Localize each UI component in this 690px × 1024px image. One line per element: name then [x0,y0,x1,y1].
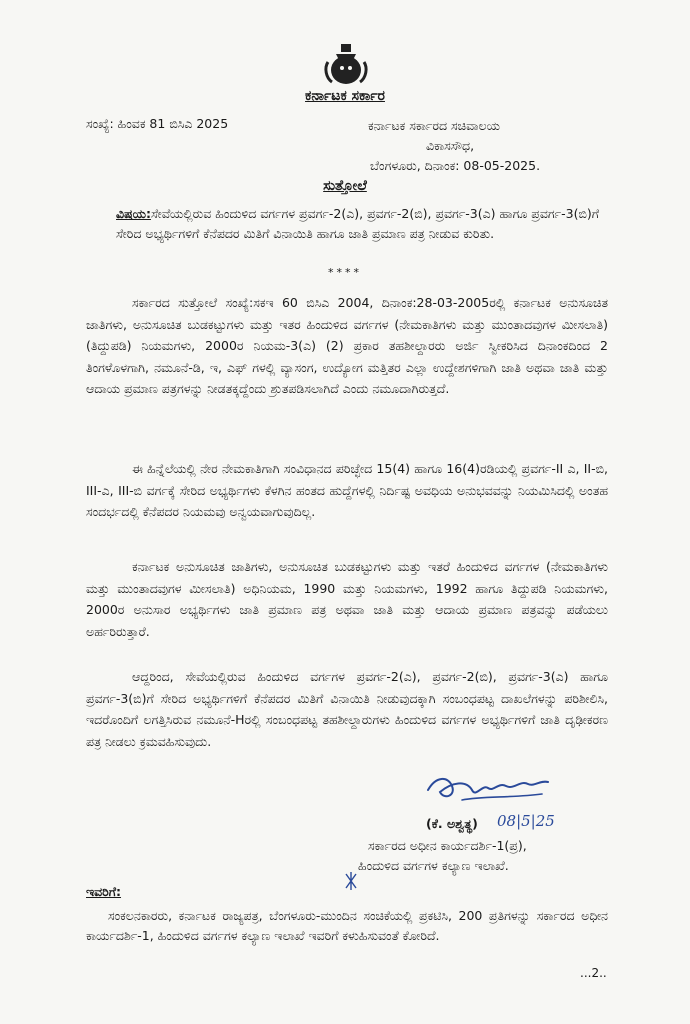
subject-block [116,204,606,244]
subject-label: ವಿಷಯ: [116,206,151,221]
office-date: ಬೆಂಗಳೂರು, ದಿನಾಂಕ: 08-05-2025. [370,158,541,173]
reference-number: ಸಂಖ್ಯೆ: ಹಿಂವಕ 81 ಬಿಸಿಎ 2025 [86,116,229,131]
office-line: ಕರ್ನಾಟಕ ಸರ್ಕಾರದ ಸಚಿವಾಲಯ [368,118,500,133]
government-title: ಕರ್ನಾಟಕ ಸರ್ಕಾರ [305,88,385,104]
recipients-heading: ಇವರಿಗೆ: [86,884,122,899]
paragraph-1: ಸರ್ಕಾರದ ಸುತ್ತೋಲೆ ಸಂಖ್ಯೆ:ಸಕಇ 60 ಬಿಸಿಎ 2004, ದಿನಾಂಕ:28-03-2005ರಲ್ಲಿ ಕರ್ನಾಟಕ ಅನುಸೂಚಿತ ಜಾತಿಗಳು, ಅನುಸೂಚಿತ ಬುಡಕಟ್ಟುಗಳು ಮತ್ತು ಇತರ ಹಿಂದುಳಿದ ವರ್ಗಗಳ (ನೇಮಕಾತಿಗಳು ಮತ್ತು ಮುಂತಾದವುಗಳ ಮೀಸಲಾತಿ) (ತಿದ್ದುಪಡಿ) ನಿಯಮಗಳು, 2000ರ ನಿಯಮ-3(ಎ) (2) ಪ್ರಕಾರ ತಹಶೀಲ್ದಾರರು ಅರ್ಜಿ ಸ್ವೀಕರಿಸಿದ ದಿನಾಂಕದಿಂದ 2 ತಿಂಗಳೊಳಗಾಗಿ, ನಮೂನೆ-ಡಿ, ಇ, ಎಫ್ ಗಳಲ್ಲಿ ವ್ಯಾಸಂಗ, ಉದ್ಯೋಗ ಮತ್ತಿತರ ಎಲ್ಲಾ ಉದ್ದೇಶಗಳಿಗಾಗಿ ಜಾತಿ ಅಥವಾ ಜಾತಿ ಮತ್ತು ಆದಾಯ ಪ್ರಮಾಣ ಪತ್ರಗಳನ್ನು ನೀಡತಕ್ಕದ್ದೆಂದು ಶ್ರುತಪಡಿಸಲಾಗಿದೆ ಎಂದು ನಮೂದಾಗಿರುತ್ತದೆ. [86,295,608,396]
paragraph-2: ಈ ಹಿನ್ನೆಲೆಯಲ್ಲಿ ನೇರ ನೇಮಕಾತಿಗಾಗಿ ಸಂವಿಧಾನದ ಪರಿಚ್ಛೇದ 15(4) ಹಾಗೂ 16(4)ರಡಿಯಲ್ಲಿ ಪ್ರವರ್ಗ-II ಎ, II-ಬಿ, III-ಎ, III-ಬಿ ವರ್ಗಕ್ಕೆ ಸೇರಿದ ಅಭ್ಯರ್ಥಿಗಳು ಕೆಳಗಿನ ಹಂತದ ಹುದ್ದೆಗಳಲ್ಲಿ ನಿರ್ದಿಷ್ಟ ಅವಧಿಯ ಅನುಭವವನ್ನು ನಿಯಮಿಸಿದಲ್ಲಿ ಅಂತಹ ಸಂದರ್ಭದಲ್ಲಿ ಕೆನೆಪದರ ನಿಯಮವು ಅನ್ವಯವಾಗುವುದಿಲ್ಲ. [86,461,608,519]
recipients-text: ಸಂಕಲನಕಾರರು, ಕರ್ನಾಟಕ ರಾಜ್ಯಪತ್ರ, ಬೆಂಗಳೂರು-ಮುಂದಿನ ಸಂಚಿಕೆಯಲ್ಲಿ ಪ್ರಕಟಿಸಿ, 200 ಪ್ರತಿಗಳನ್ನು ಸರ್ಕಾರದ ಅಧೀನ ಕಾರ್ಯದರ್ಶಿ-1, ಹಿಂದುಳಿದ ವರ್ಗಗಳ ಕಲ್ಯಾಣ ಇಲಾಖೆ ಇವರಿಗೆ ಕಳುಹಿಸುವಂತೆ ಕೋರಿದೆ. [86,908,608,943]
page-continuation: ...2.. [580,966,607,980]
paragraph-4: ಆದ್ದರಿಂದ, ಸೇವೆಯಲ್ಲಿರುವ ಹಿಂದುಳಿದ ವರ್ಗಗಳ ಪ್ರವರ್ಗ-2(ಎ), ಪ್ರವರ್ಗ-2(ಬಿ), ಪ್ರವರ್ಗ-3(ಎ) ಹಾಗೂ ಪ್ರವರ್ಗ-3(ಬಿ)ಗೆ ಸೇರಿದ ಅಭ್ಯರ್ಥಿಗಳಿಗೆ ಕೆನೆಪದರ ಮಿತಿಗೆ ವಿನಾಯಿತಿ ನೀಡುವುದಕ್ಕಾಗಿ ಸಂಬಂಧಪಟ್ಟ ದಾಖಲೆಗಳನ್ನು ಪರಿಶೀಲಿಸಿ, ಇದರೊಂದಿಗೆ ಲಗತ್ತಿಸಿರುವ ನಮೂನೆ-Hರಲ್ಲಿ ಸಂಬಂಧಪಟ್ಟ ತಹಶೀಲ್ದಾರುಗಳು ಹಿಂದುಳಿದ ವರ್ಗಗಳ ಅಭ್ಯರ್ಥಿಗಳಿಗೆ ಜಾತಿ ದೃಢೀಕರಣ ಪತ್ರ ನೀಡಲು ಕ್ರಮವಹಿಸುವುದು. [86,669,608,749]
separator-stars: **** [328,266,362,279]
signatory-name: (ಕೆ. ಅಶ್ವತ್ಥ) [426,816,478,831]
signatory-department: ಹಿಂದುಳಿದ ವರ್ಗಗಳ ಕಲ್ಯಾಣ ಇಲಾಖೆ. [358,858,509,873]
handwritten-signature-icon [422,770,562,810]
paragraph-3: ಕರ್ನಾಟಕ ಅನುಸೂಚಿತ ಜಾತಿಗಳು, ಅನುಸೂಚಿತ ಬುಡಕಟ್ಟುಗಳು ಮತ್ತು ಇತರೆ ಹಿಂದುಳಿದ ವರ್ಗಗಳ (ನೇಮಕಾತಿಗಳು ಮತ್ತು ಮುಂತಾದವುಗಳ ಮೀಸಲಾತಿ) ಅಧಿನಿಯಮ, 1990 ಮತ್ತು ನಿಯಮಗಳು, 1992 ಹಾಗೂ ತಿದ್ದುಪಡಿ ನಿಯಮಗಳು, 2000ರ ಅನುಸಾರ ಅಭ್ಯರ್ಥಿಗಳು ಜಾತಿ ಪ್ರಮಾಣ ಪತ್ರ ಅಥವಾ ಜಾತಿ ಮತ್ತು ಆದಾಯ ಪ್ರಮಾಣ ಪತ್ರವನ್ನು ಪಡೆಯಲು ಅರ್ಹರಿರುತ್ತಾರೆ. [86,559,608,639]
subject-text: ಸೇವೆಯಲ್ಲಿರುವ ಹಿಂದುಳಿದ ವರ್ಗಗಳ ಪ್ರವರ್ಗ-2(ಎ), ಪ್ರವರ್ಗ-2(ಬಿ), ಪ್ರವರ್ಗ-3(ಎ) ಹಾಗೂ ಪ್ರವರ್ಗ-3(ಬಿ)ಗೆ ಸೇರಿದ ಅಭ್ಯರ್ಥಿಗಳಿಗೆ ಕೆನೆಪದರ ಮಿತಿಗೆ ವಿನಾಯಿತಿ ಹಾಗೂ ಜಾತಿ ಪ್ರಮಾಣ ಪತ್ರ ನೀಡುವ ಕುರಿತು. [116,206,599,241]
signatory-designation: ಸರ್ಕಾರದ ಅಧೀನ ಕಾರ್ಯದರ್ಶಿ-1(ಪ್ರ), [368,838,527,853]
office-line: ವಿಕಾಸಸೌಧ, [426,138,475,153]
ink-mark-icon [342,870,360,892]
state-emblem-icon [322,40,370,88]
signature-date: 08|5|25 [497,812,555,830]
office-address [368,116,540,176]
document-title: ಸುತ್ತೋಲೆ [323,178,367,194]
